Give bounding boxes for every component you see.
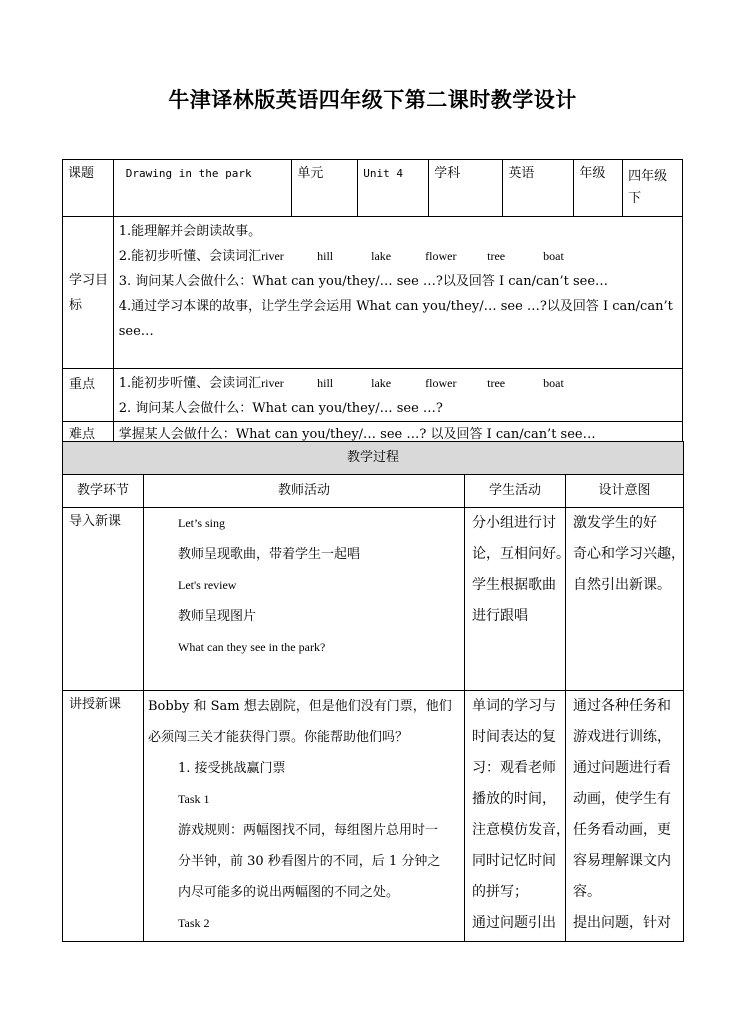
row2-student-line-6: 同时记忆时间	[472, 853, 556, 869]
row2-teacher-line-4: 分半钟，前 30 秒看图片的不同，后 1 分钟之	[178, 854, 441, 869]
row2-teacher-line-5: 内尽可能多的说出两幅图的不同之处。	[178, 885, 400, 900]
row1-student-line-4: 进行跟唱	[472, 608, 528, 624]
subject-label: 学科	[429, 160, 503, 217]
row2-intent-line-1: 通过各种任务和	[573, 698, 671, 714]
row2-teacher-intro-1: Bobby 和 Sam 想去剧院，但是他们没有门票，他们	[148, 699, 452, 714]
row1-student-line-3: 学生根据歌曲	[472, 577, 556, 593]
row2-teacher	[144, 691, 465, 942]
row1-intent-line-2: 奇心和学习兴趣，	[573, 546, 685, 562]
row2-intent-line-6: 容易理解课文内	[573, 853, 671, 869]
row2-intent	[566, 691, 684, 942]
row1-student-line-2: 论，互相问好。	[472, 546, 570, 562]
col-intent: 设计意图	[566, 475, 684, 508]
key-point-1-prefix: 1.能初步听懂、会读词汇	[118, 376, 262, 391]
row1-teacher-line-4: 教师呈现图片	[178, 609, 257, 624]
lesson-info-table	[62, 159, 683, 449]
row2-student-line-4: 播放的时间，	[472, 791, 556, 807]
row2-student-line-5: 注意模仿发音，	[472, 822, 570, 838]
row2-teacher-intro-2: 必须闯三关才能获得门票。你能帮助他们吗？	[148, 730, 409, 745]
row2-student	[465, 691, 570, 942]
row2-teacher-line-1: 1. 接受挑战赢门票	[178, 761, 286, 776]
kp-vocab-river: river	[261, 376, 284, 390]
row1-intent-line-3: 自然引出新课。	[573, 577, 671, 593]
process-table	[62, 441, 684, 942]
goals-label	[63, 217, 114, 369]
row2-student-line-8: 通过问题引出	[472, 915, 556, 931]
row2-teacher-line-3: 游戏规则：两幅图找不同，每组图片总用时一	[178, 823, 439, 838]
subject-value: 英语	[503, 160, 574, 217]
vocab-river: river	[261, 249, 284, 263]
row2-intent-line-4: 动画，使学生有	[573, 791, 671, 807]
row2-intent-line-5: 任务看动画，更	[573, 822, 671, 838]
goal-item-1: 1.能理解并会朗读故事。	[118, 224, 262, 239]
key-point-1	[114, 371, 682, 396]
vocab-lake: lake	[371, 249, 392, 263]
kp-vocab-tree: tree	[487, 376, 506, 390]
row1-teacher-line-3: Let's review	[178, 578, 237, 592]
goal-item-2	[114, 244, 682, 269]
row2-teacher-line-2: Task 1	[178, 792, 210, 806]
process-header: 教学过程	[63, 442, 684, 475]
kp-vocab-flower: flower	[425, 376, 457, 390]
row2-student-line-2: 时间表达的复	[472, 729, 556, 745]
key-points-label: 重点	[63, 369, 114, 422]
vocab-flower: flower	[425, 249, 457, 263]
grade-label: 年级	[574, 160, 623, 217]
unit-value: Unit 4	[358, 160, 429, 217]
row1-student	[465, 508, 570, 691]
row1-teacher	[144, 508, 465, 691]
vocab-boat: boat	[543, 249, 564, 263]
goals-label-text: 学习目标	[69, 272, 109, 313]
col-student: 学生活动	[465, 475, 566, 508]
row1-intent	[566, 508, 684, 691]
row1-stage: 导入新课	[63, 508, 144, 691]
difficulty-label: 难点	[63, 422, 114, 449]
topic-value: Drawing in the park	[113, 160, 292, 217]
col-teacher: 教师活动	[144, 475, 465, 508]
unit-label: 单元	[292, 160, 358, 217]
row1-intent-line-1: 激发学生的好	[573, 515, 657, 531]
row2-stage: 讲授新课	[63, 691, 144, 942]
row1-teacher-line-2: 教师呈现歌曲，带着学生一起唱	[178, 547, 361, 562]
vocab-tree: tree	[487, 249, 506, 263]
row2-intent-line-7: 容。	[573, 884, 601, 900]
goal-item-2-prefix: 2.能初步听懂、会读词汇	[118, 249, 262, 264]
page-title: 牛津译林版英语四年级下第二课时教学设计	[168, 87, 577, 112]
grade-value: 四年级下	[623, 160, 683, 217]
row2-student-line-1: 单词的学习与	[472, 698, 556, 714]
col-stage: 教学环节	[63, 475, 144, 508]
row1-teacher-line-5: What can they see in the park?	[178, 640, 326, 654]
row2-teacher-line-6: Task 2	[178, 916, 210, 930]
row2-intent-line-3: 通过问题进行看	[573, 760, 671, 776]
row2-intent-line-2: 游戏进行训练，	[573, 729, 671, 745]
goal-item-3: 3. 询问某人会做什么：What can you/they/… see …?以及回答 I can/can’t see…	[118, 274, 609, 289]
kp-vocab-hill: hill	[317, 376, 334, 390]
kp-vocab-boat: boat	[543, 376, 564, 390]
goal-item-4: 4.通过学习本课的故事，让学生学会运用 What can you/they/… see …?以及回答 I can/can’t see…	[118, 299, 673, 339]
row2-intent-line-8: 提出问题，针对	[573, 915, 671, 931]
vocab-hill: hill	[317, 249, 334, 263]
row1-teacher-line-1: Let’s sing	[178, 516, 225, 530]
row1-student-line-1: 分小组进行讨	[472, 515, 556, 531]
row2-student-line-3: 习：观看老师	[472, 760, 556, 776]
topic-label: 课题	[63, 160, 114, 217]
kp-vocab-lake: lake	[371, 376, 392, 390]
key-point-2: 2. 询问某人会做什么：What can you/they/… see …?	[118, 401, 443, 416]
difficulty-text: 掌握某人会做什么：What can you/they/… see …? 以及回答 I can/can’t see…	[113, 422, 682, 449]
row2-student-line-7: 的拼写；	[472, 884, 528, 900]
